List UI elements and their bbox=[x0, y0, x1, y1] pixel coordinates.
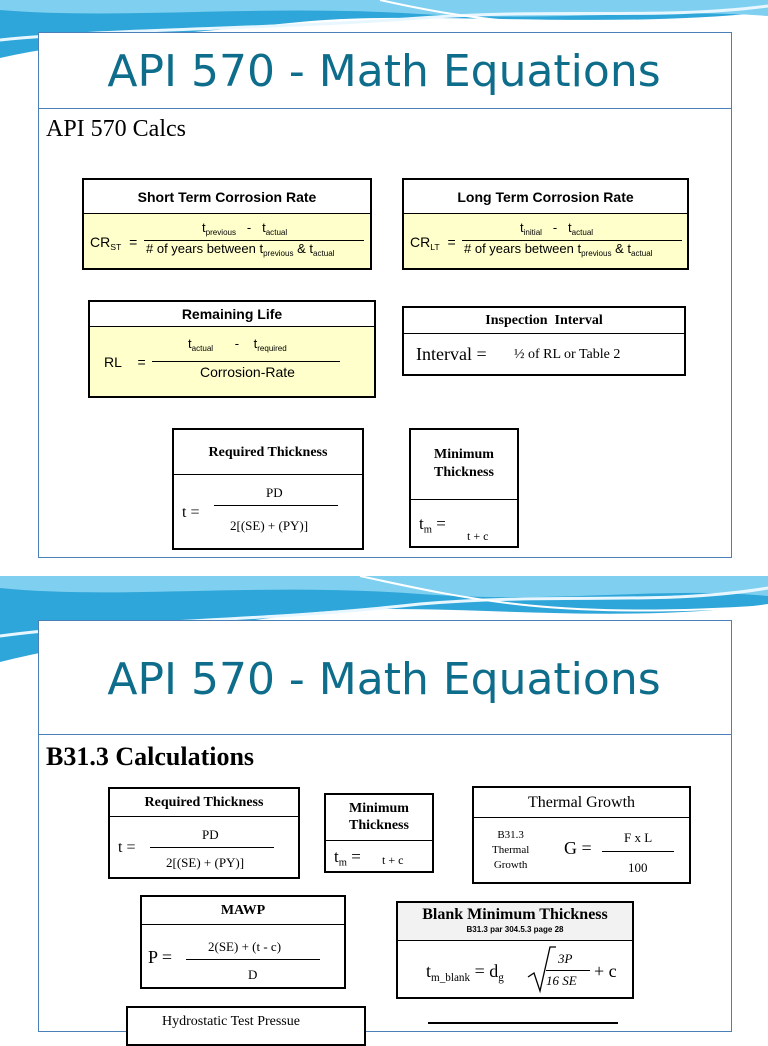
formula-lhs: $CR_{LT}$ = bbox=[410, 234, 456, 253]
formula-rhs: t + c bbox=[467, 529, 489, 543]
formula-denominator: 2[(SE) + (PY)] bbox=[166, 855, 245, 870]
minimum-thickness-box bbox=[324, 793, 434, 873]
formula-lhs: Interval = bbox=[416, 344, 487, 364]
slide-2-subtitle: B31.3 Calculations bbox=[46, 742, 255, 771]
formula-numerator: $t_{initial}$ - $t_{actual}$ bbox=[520, 220, 594, 237]
formula-lhs: t = bbox=[182, 504, 200, 521]
inspection-interval-box bbox=[402, 306, 686, 376]
heading-line: Thickness bbox=[349, 818, 409, 833]
root-denominator: 16 SE bbox=[546, 973, 577, 988]
heading-text: Blank Minimum Thickness bbox=[422, 906, 608, 923]
reference-text: B31.3 par 304.5.3 page 28 bbox=[466, 925, 564, 934]
fraction-bar bbox=[214, 505, 338, 506]
formula-lhs: $CR_{ST}$ = bbox=[90, 234, 138, 253]
formula-numerator: PD bbox=[202, 827, 219, 842]
long-term-corrosion-box bbox=[402, 178, 689, 270]
formula-numerator: $t_{previous}$ - $t_{actual}$ bbox=[202, 220, 288, 237]
formula-denominator: # of years between $t_{previous}$ & $t_{actual}$ bbox=[464, 241, 653, 258]
box-heading: Thermal Growth bbox=[474, 788, 689, 818]
box-heading bbox=[326, 795, 432, 841]
formula-denominator: D bbox=[248, 967, 258, 982]
minimum-thickness-box bbox=[409, 428, 519, 548]
blank-minimum-thickness-box bbox=[396, 901, 634, 999]
formula-lhs: $t_{m\_blank} = d_g$ bbox=[426, 961, 504, 984]
formula-numerator: F x L bbox=[624, 830, 653, 845]
box-heading: Long Term Corrosion Rate bbox=[404, 180, 687, 214]
formula-denominator: Corrosion-Rate bbox=[200, 364, 295, 380]
mawp-box bbox=[140, 895, 346, 989]
box-heading: Inspection Interval bbox=[404, 308, 684, 334]
short-term-corrosion-box bbox=[82, 178, 372, 270]
slide-1-subtitle: API 570 Calcs bbox=[46, 116, 186, 142]
box-heading: Remaining Life bbox=[90, 302, 374, 327]
box-heading: Short Term Corrosion Rate bbox=[84, 180, 370, 214]
formula-rhs: ½ of RL or Table 2 bbox=[514, 347, 621, 362]
slide-1 bbox=[38, 32, 732, 558]
root-numerator: 3P bbox=[558, 951, 573, 966]
heading-line: Minimum bbox=[349, 801, 409, 816]
formula-lhs: P = bbox=[148, 947, 172, 967]
slide-1-title: API 570 - Math Equations bbox=[107, 46, 661, 97]
hydrostatic-test-box bbox=[126, 1006, 366, 1046]
box-heading: Required Thickness bbox=[110, 789, 298, 817]
formula-lhs: t = bbox=[118, 839, 136, 856]
thermal-growth-box bbox=[472, 786, 691, 884]
formula-lhs: $t_m$ = bbox=[334, 847, 361, 869]
formula-lhs: G = bbox=[564, 838, 592, 858]
title-divider bbox=[38, 734, 731, 735]
box-heading bbox=[398, 903, 632, 941]
box-heading bbox=[411, 430, 517, 500]
remaining-life-box bbox=[88, 300, 376, 398]
fraction-bar bbox=[186, 959, 320, 960]
required-thickness-box bbox=[172, 428, 364, 550]
side-label: B31.3 Thermal Growth bbox=[492, 829, 530, 871]
heading-line: Minimum bbox=[434, 447, 494, 462]
box-heading: Hydrostatic Test Pressue bbox=[162, 1014, 300, 1029]
fraction-bar bbox=[546, 970, 590, 971]
fraction-bar bbox=[152, 361, 340, 362]
fraction-bar bbox=[150, 847, 274, 848]
formula-lhs: $t_m$ = bbox=[419, 514, 446, 536]
fraction-bar bbox=[602, 851, 674, 852]
box-heading: Required Thickness bbox=[174, 430, 362, 475]
required-thickness-box bbox=[108, 787, 300, 879]
formula-lhs: RL = bbox=[104, 354, 146, 370]
formula-denominator: 2[(SE) + (PY)] bbox=[230, 518, 309, 533]
formula-rhs: t + c bbox=[382, 853, 404, 867]
box-heading: MAWP bbox=[142, 897, 344, 925]
formula-numerator: PD bbox=[266, 485, 283, 500]
title-divider bbox=[38, 108, 731, 109]
formula-plus: + c bbox=[594, 961, 617, 981]
formula-numerator: $t_{actual}$ - $t_{required}$ bbox=[188, 336, 287, 353]
square-root-sign bbox=[526, 945, 556, 997]
formula-denominator: # of years between $t_{previous}$ & $t_{actual}$ bbox=[146, 241, 335, 258]
heading-line: Thickness bbox=[434, 465, 494, 480]
formula-numerator: 2(SE) + (t - c) bbox=[208, 939, 282, 954]
slide-2-title: API 570 - Math Equations bbox=[107, 654, 661, 705]
formula-denominator: 100 bbox=[628, 860, 648, 875]
